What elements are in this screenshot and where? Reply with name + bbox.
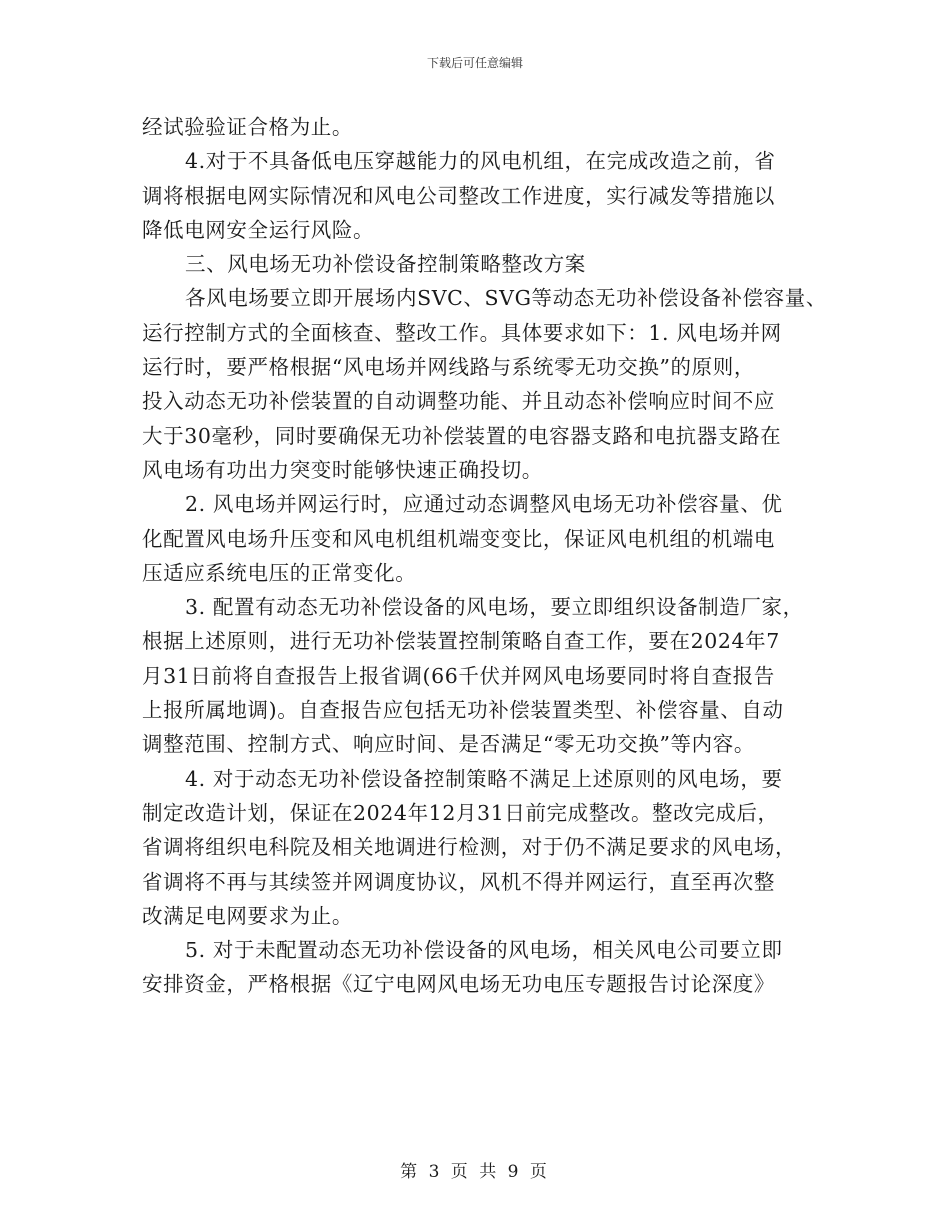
text-line: 调将根据电网实际情况和风电公司整改工作进度，实行减发等措施以	[142, 183, 775, 208]
paragraph-start: 各风电场要立即开展场内SVC、SVG等动态无功补偿设备补偿容量、	[185, 286, 827, 311]
text-line: 投入动态无功补偿装置的自动调整功能、并且动态补偿响应时间不应	[142, 389, 775, 414]
text-line: 安排资金，严格根据《辽宁电网风电场无功电压专题报告讨论深度》	[142, 972, 775, 997]
text-line: 根据上述原则，进行无功补偿装置控制策略自查工作，要在2024年7	[142, 629, 780, 654]
page-number: 第 3 页 共 9 页	[400, 1162, 550, 1182]
text-line: 运行时，要严格根据“风电场并网线路与系统零无功交换”的原则，	[142, 355, 755, 380]
paragraph-start: 3. 配置有动态无功补偿设备的风电场，要立即组织设备制造厂家，	[185, 595, 804, 620]
text-line: 制定改造计划，保证在2024年12月31日前完成整改。整改完成后，	[142, 800, 779, 825]
text-line: 调整范围、控制方式、响应时间、是否满足“零无功交换”等内容。	[142, 732, 755, 757]
text-line: 化配置风电场升压变和风电机组机端变变比，保证风电机组的机端电	[142, 526, 775, 551]
text-line: 月31日前将自查报告上报省调(66千伏并网风电场要同时将自查报告	[142, 663, 775, 688]
text-line: 省调将不再与其续签并网调度协议，风机不得并网运行，直至再次整	[142, 869, 775, 894]
paragraph-start: 4.对于不具备低电压穿越能力的风电机组，在完成改造之前，省	[185, 149, 776, 174]
text-line: 运行控制方式的全面核查、整改工作。具体要求如下：1. 风电场并网	[142, 320, 782, 345]
text-line: 改满足电网要求为止。	[142, 903, 353, 928]
paragraph-start: 4. 对于动态无功补偿设备控制策略不满足上述原则的风电场，要	[185, 766, 783, 791]
page-header: 下载后可任意编辑	[426, 56, 523, 70]
text-line: 经试验验证合格为止。	[142, 115, 353, 139]
paragraph-start: 2. 风电场并网运行时，应通过动态调整风电场无功补偿容量、优	[185, 492, 783, 517]
text-line: 上报所属地调)。自查报告应包括无功补偿装置类型、补偿容量、自动	[142, 698, 784, 723]
text-line: 压适应系统电压的正常变化。	[142, 560, 417, 585]
section-heading: 三、风电场无功补偿设备控制策略整改方案	[185, 252, 586, 277]
text-line: 省调将组织电科院及相关地调进行检测，对于仍不满足要求的风电场，	[142, 835, 797, 860]
document-body	[142, 110, 827, 1002]
text-line: 大于30毫秒，同时要确保无功补偿装置的电容器支路和电抗器支路在	[142, 423, 782, 448]
paragraph-start: 5. 对于未配置动态无功补偿设备的风电场，相关风电公司要立即	[185, 938, 783, 963]
text-line: 降低电网安全运行风险。	[142, 217, 375, 242]
text-line: 风电场有功出力突变时能够快速正确投切。	[142, 457, 543, 482]
